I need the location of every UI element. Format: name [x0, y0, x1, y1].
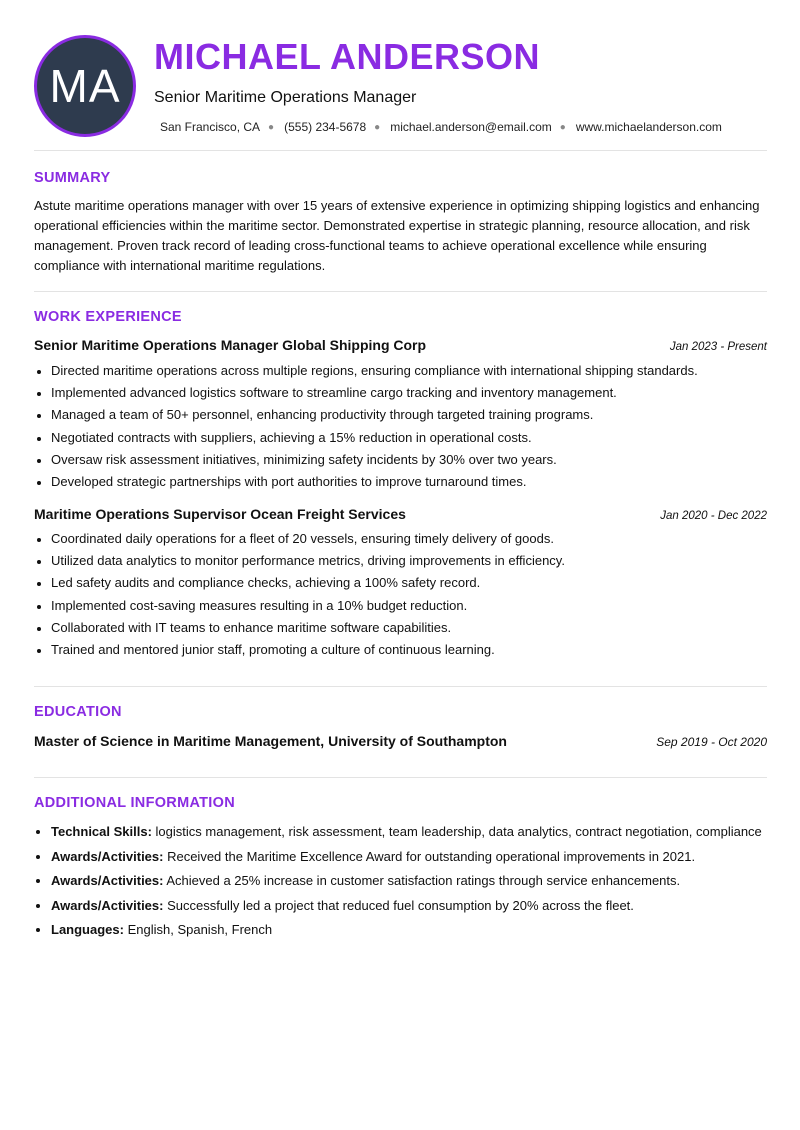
- list-item: [51, 920, 771, 940]
- separator-dot-icon: ●: [268, 121, 275, 133]
- job-role: Maritime Operations Supervisor Ocean Freight Services: [34, 506, 406, 522]
- item-text: English, Spanish, French: [123, 922, 273, 937]
- item-text: Successfully led a project that reduced fuel consumption by 20% across the fleet.: [163, 897, 634, 913]
- job-role: Senior Maritime Operations Manager Global Shipping Corp: [34, 337, 427, 353]
- contact-phone: (555) 234-5678: [284, 120, 367, 134]
- list-item: • Managed a team of 50+ personnel, enhancing productivity through targeted training programs.: [51, 404, 784, 426]
- divider: [34, 686, 767, 687]
- education-dates: Sep 2019 - Oct 2020: [656, 735, 767, 749]
- item-text: Achieved a 25% increase in customer satisfaction ratings through service enhancements.: [163, 873, 681, 888]
- item-text: Received the Maritime Excellence Award for outstanding operational improvements in 2021.: [163, 848, 696, 864]
- education-degree: Master of Science in Maritime Management, University of Southampton: [34, 733, 507, 749]
- item-text: logistics management, risk assessment, team leadership, data analytics, contract negotiation, compliance: [151, 824, 762, 839]
- list-item: • Led safety audits and compliance checks, achieving a 100% safety record.: [51, 572, 784, 594]
- divider: [34, 150, 767, 151]
- list-item: • Coordinated daily operations for a fleet of 20 vessels, ensuring timely delivery of goods.: [51, 528, 784, 550]
- list-item: • Collaborated with IT teams to enhance maritime software capabilities.: [51, 617, 784, 639]
- item-label: Awards/Activities:: [51, 848, 164, 864]
- separator-dot-icon: ●: [374, 121, 381, 133]
- job-bullets: [34, 360, 784, 493]
- avatar-initials: MA: [49, 60, 121, 112]
- list-item: [51, 871, 771, 891]
- divider: [34, 291, 767, 292]
- avatar: [34, 35, 136, 137]
- job-header: [34, 337, 767, 353]
- list-item: [51, 822, 771, 842]
- experience-heading: WORK EXPERIENCE: [34, 309, 182, 325]
- education-heading: EDUCATION: [34, 704, 122, 720]
- contact-website: www.michaelanderson.com: [575, 120, 722, 134]
- job-header: [34, 506, 767, 522]
- item-label: Awards/Activities:: [51, 897, 164, 913]
- list-item: • Developed strategic partnerships with port authorities to improve turnaround times.: [51, 471, 784, 493]
- additional-heading: ADDITIONAL INFORMATION: [34, 795, 235, 811]
- summary-text: Astute maritime operations manager with over 15 years of extensive experience in optimizing shipping logistics and enhancing operational efficiencies within the maritime sector. Demonstrated expertise in strategic planning, resource allocation, and risk management. Proven track record of leading cross-functional teams to achieve operational excellence while ensuring compliance with international maritime regulations.: [34, 198, 760, 273]
- job-dates: Jan 2023 - Present: [669, 341, 767, 353]
- item-label: Awards/Activities:: [51, 873, 164, 888]
- list-item: • Implemented cost-saving measures resulting in a 10% budget reduction.: [51, 595, 784, 617]
- list-item: • Trained and mentored junior staff, promoting a culture of continuous learning.: [51, 639, 784, 661]
- list-item: • Directed maritime operations across multiple regions, ensuring compliance with international shipping standards.: [51, 360, 784, 382]
- candidate-title: Senior Maritime Operations Manager: [154, 89, 417, 106]
- list-item: • Negotiated contracts with suppliers, achieving a 15% reduction in operational costs.: [51, 427, 784, 449]
- contact-email: michael.anderson@email.com: [390, 120, 552, 134]
- separator-dot-icon: ●: [559, 121, 566, 133]
- additional-list: [34, 822, 771, 945]
- contact-bar: [160, 120, 722, 134]
- summary-heading: SUMMARY: [34, 170, 111, 186]
- divider: [34, 777, 767, 778]
- job-dates: Jan 2020 - Dec 2022: [660, 510, 767, 522]
- item-label: Languages:: [51, 922, 124, 937]
- item-label: Technical Skills:: [51, 824, 152, 839]
- list-item: [51, 896, 771, 916]
- candidate-name: MICHAEL ANDERSON: [154, 36, 541, 77]
- list-item: [51, 847, 771, 867]
- list-item: • Utilized data analytics to monitor performance metrics, driving improvements in efficiency.: [51, 550, 784, 572]
- education-entry: [34, 733, 767, 749]
- list-item: • Implemented advanced logistics software to streamline cargo tracking and inventory management.: [51, 382, 784, 404]
- contact-location: San Francisco, CA: [160, 120, 261, 134]
- job-bullets: [34, 528, 784, 661]
- list-item: • Oversaw risk assessment initiatives, minimizing safety incidents by 30% over two years.: [51, 449, 784, 471]
